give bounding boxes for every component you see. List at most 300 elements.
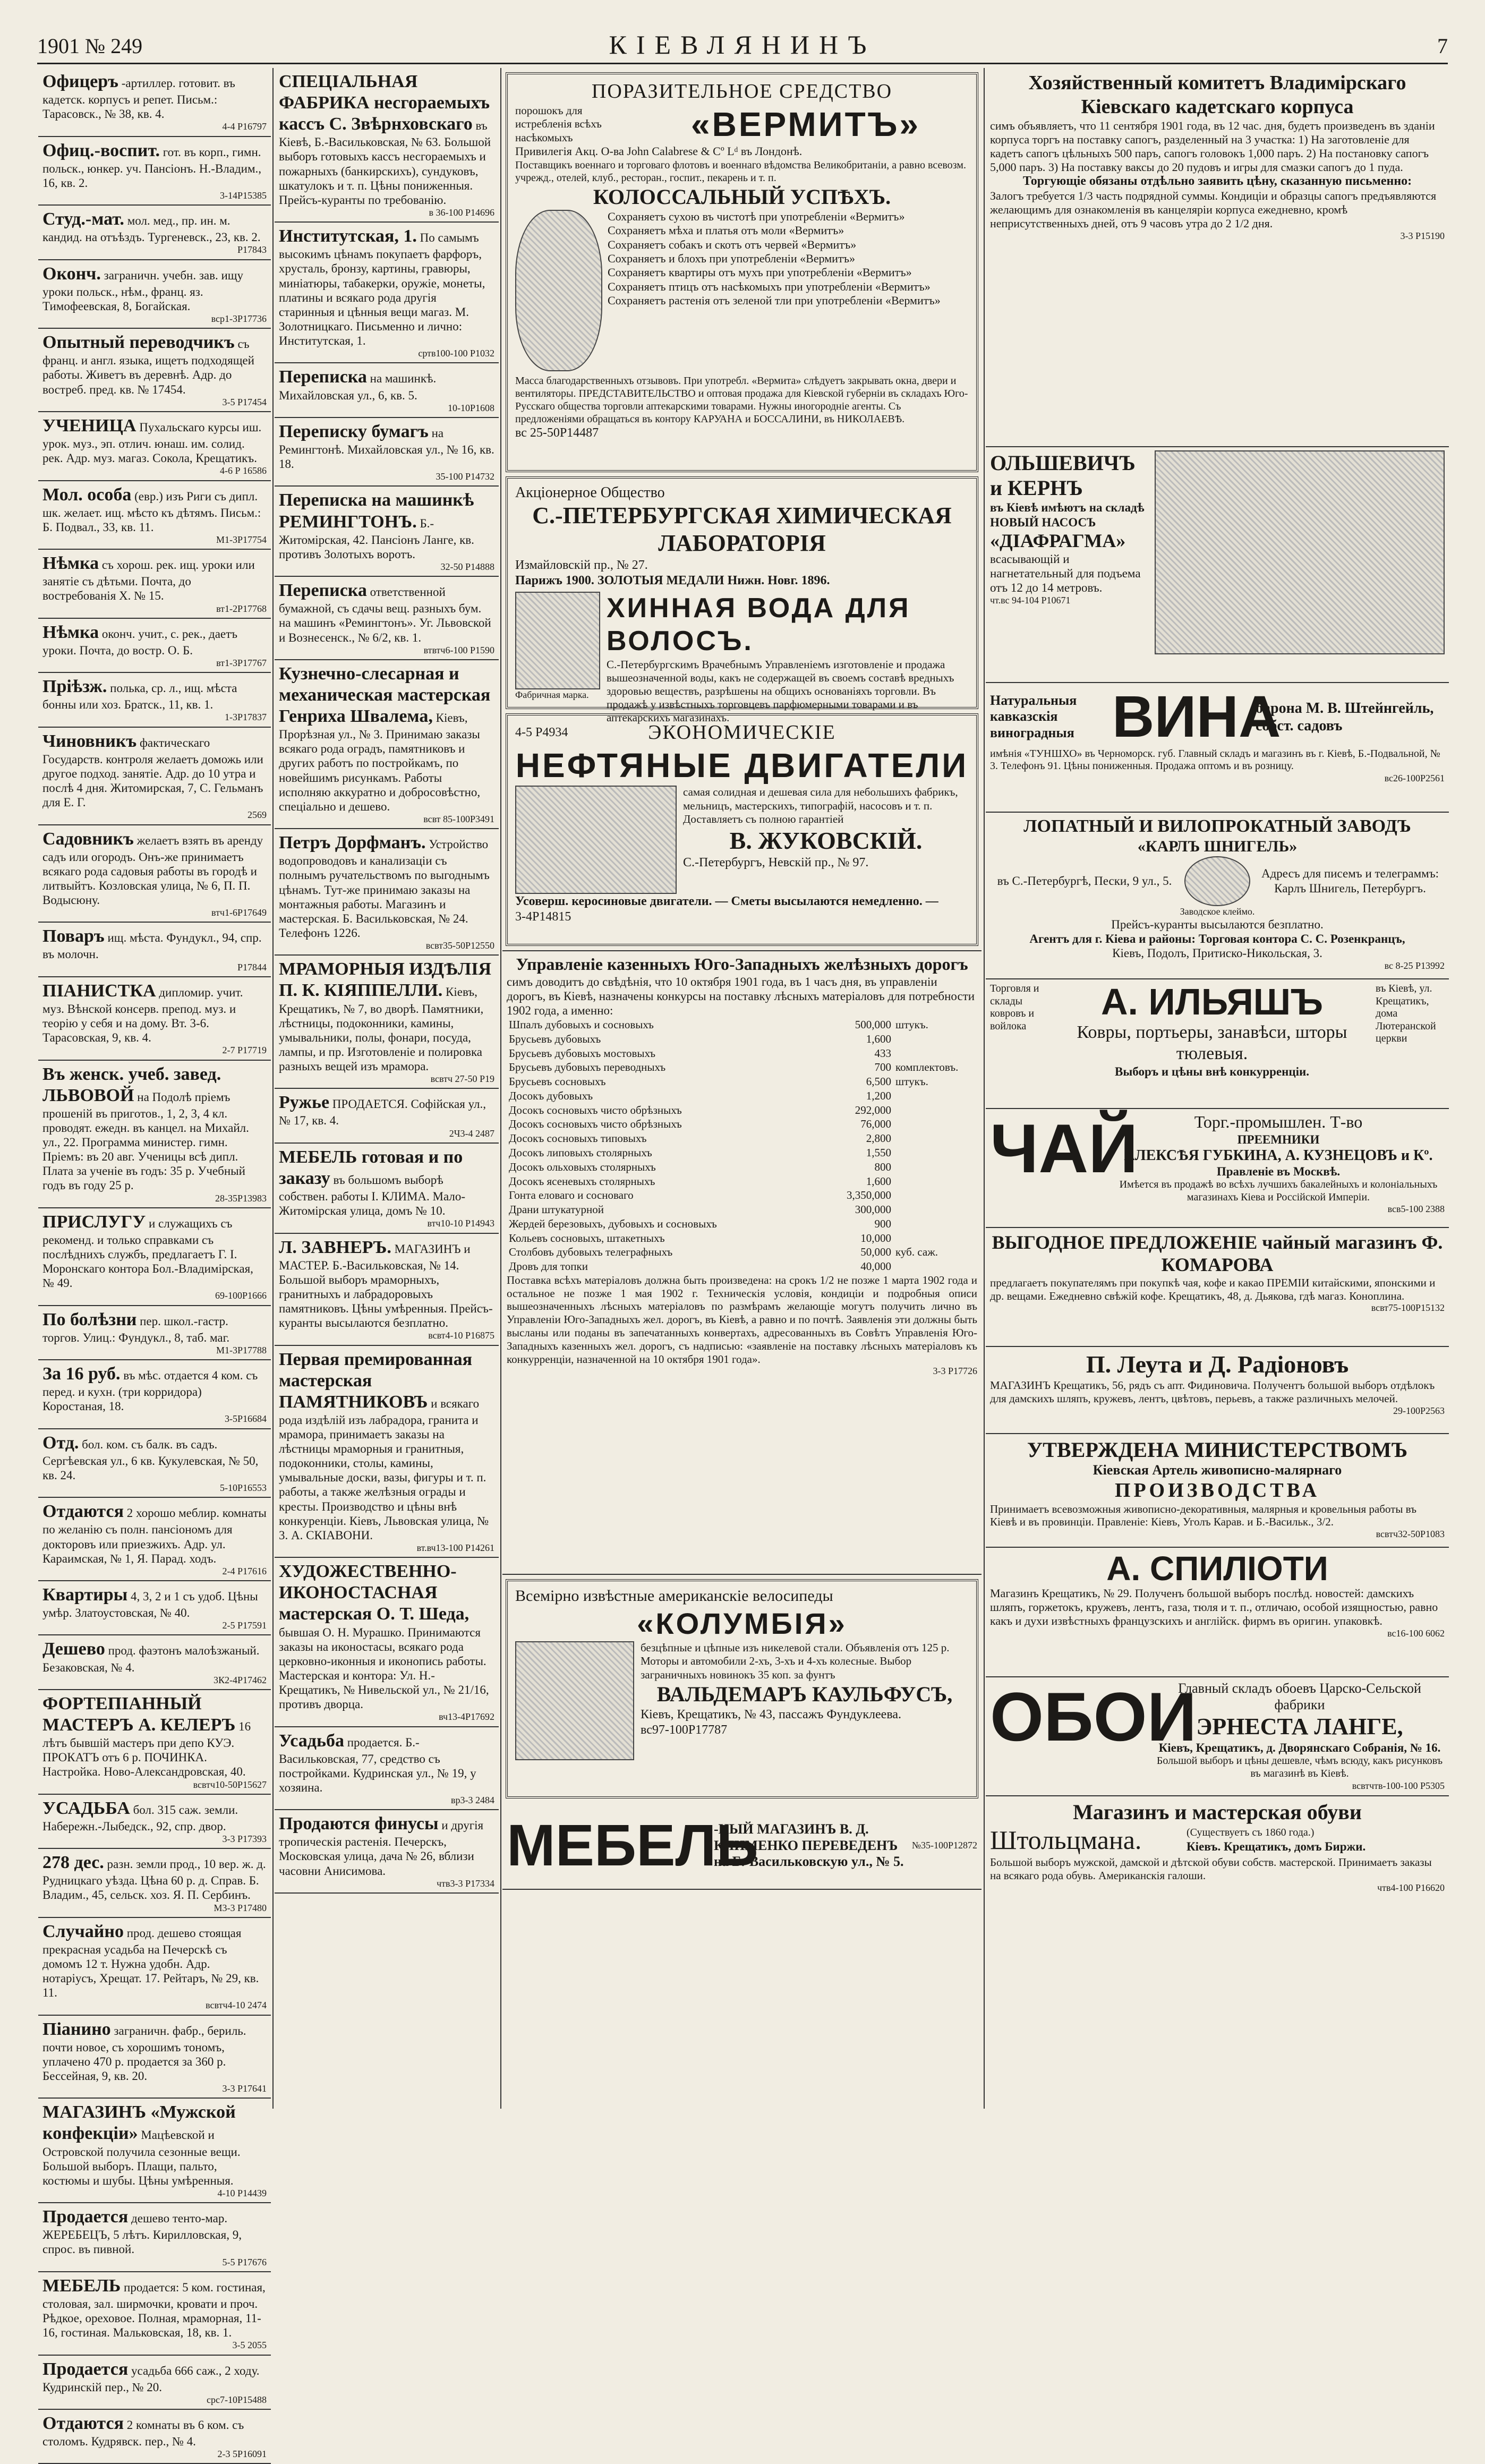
lange-wallpaper-ad	[986, 1677, 1449, 1796]
vermit-list-item: Сохраняетъ квартиры отъ мухъ при употребленіи «Вермитъ»	[608, 266, 912, 279]
ad-code: 29-100Р2563	[1393, 1405, 1445, 1416]
klimenko-furniture-ad	[502, 1803, 982, 1890]
engines-address: С.-Петербургъ, Невскій пр., № 97.	[683, 856, 869, 870]
material-qty: 10,000	[860, 1231, 891, 1244]
classified-ad	[275, 487, 499, 577]
classified-ad	[38, 260, 271, 329]
ad-text: 2 хорошо меблир. комнаты по желанію съ полн. пансіономъ для докторовъ или приезжихъ. Адр. ул. Караимская, № 1, Я. Парад. ходъ.	[42, 1506, 267, 1565]
material-name: Досокъ липовыхъ столярныхъ	[509, 1146, 652, 1159]
vermit-body: Поставщикъ военнаго и торговаго флотовъ и военнаго вѣдомства Великобританіи, а равно всевозм. учрежд., отелей, клуб., ресторан., госпит., пекарень и т. п.	[515, 159, 966, 184]
ad-headline: Отд.	[42, 1433, 79, 1453]
table-row	[507, 1089, 977, 1103]
classified-ad	[38, 1795, 271, 1849]
material-qty: 1,600	[866, 1032, 891, 1045]
ad-code: втвтч6-100 Р1590	[423, 644, 494, 655]
material-qty: 800	[874, 1160, 891, 1173]
table-row	[507, 1018, 977, 1032]
classified-ad	[38, 1635, 271, 1690]
ad-text: разн. земли прод., 10 вер. ж. д. Рудницкаго уѣзда. Цѣна 60 р. д. Справ. Б. Владим., 45, сельск. хоз. Я. П. Сербинъ.	[42, 1857, 266, 1902]
classified-ad	[38, 1849, 271, 1918]
shovel-factory-ad	[986, 813, 1449, 979]
ad-code: 3-5Р16684	[224, 1413, 267, 1425]
ilyash-footer: Выборъ и цѣны внѣ конкурренціи.	[1114, 1064, 1309, 1078]
plow-stamp-label: Заводское клеймо.	[1180, 906, 1255, 917]
factory-stamp-image	[1184, 856, 1250, 906]
ad-headline: ПРИСЛУГУ	[42, 1212, 146, 1232]
ad-headline: Офиц.-воспит.	[42, 140, 160, 160]
material-qty: 300,000	[855, 1203, 891, 1216]
tea-body: Имѣется въ продажѣ во всѣхъ лучшихъ бакалейныхъ и колоніальныхъ магазинахъ Кіева и Россійской Имперіи.	[1119, 1179, 1438, 1203]
material-name: Столбовъ дубовыхъ телеграфныхъ	[509, 1246, 673, 1259]
ad-code: вс16-100 6062	[1387, 1628, 1445, 1639]
ad-headline: Чиновникъ	[42, 731, 137, 751]
ad-code: вт1-3Р17767	[216, 657, 267, 668]
ad-text: заграничн. учебн. зав. ищу уроки польск., нѣм., франц. яз. Тимофеевская, 8, Богайская.	[42, 268, 243, 313]
plow-city: въ С.-Петербургѣ, Пески, 9 ул., 5.	[997, 874, 1172, 888]
ad-code: 4-4 Р16797	[222, 121, 267, 132]
wine-title: ВИНА	[1112, 684, 1281, 749]
ad-text: продается. Б.-Васильковская, 77, средство съ постройками. Кудринская ул., № 19, у хозяина.	[279, 1735, 476, 1794]
wine-owner: барона М. В. Штейнгейль, собст. садовъ	[1256, 700, 1434, 734]
spilioti-ad	[986, 1548, 1449, 1677]
material-unit: куб. саж.	[895, 1246, 938, 1259]
material-unit	[893, 1231, 977, 1246]
bikes-kicker: Всемірно извѣстные американскіе велосипеды	[515, 1587, 833, 1605]
bikes-address: Кіевъ, Крещатикъ, № 43, пассажъ Фундуклеева.	[641, 1707, 901, 1721]
ad-headline: Дешево	[42, 1639, 105, 1659]
header-rule	[37, 63, 1448, 64]
lab-body: С.-Петербургскимъ Врачебнымъ Управленіемъ изготовленіе и продажа вышеозначенной воды, какъ не содержащей въ своемъ составѣ вредныхъ здоровью веществъ, разрѣшены на общихъ основаніяхъ торговли. Въ продажѣ у извѣстныхъ торговцевъ парфюмерными товарами и въ аптекарскихъ магазинахъ.	[607, 658, 954, 724]
pump-lead: въ Кіевѣ имѣютъ на складѣ НОВЫЙ НАСОСЪ	[990, 501, 1145, 529]
ad-code: 3-3 Р17641	[222, 2083, 267, 2094]
ad-code: 3-14Р15385	[219, 190, 267, 201]
classified-ad	[38, 2099, 271, 2203]
vermit-privilege: Привилегія Акц. О-ва John Calabrese & Cº Lᵈ въ Лондонѣ.	[515, 144, 803, 158]
newspaper-title: КІЕВЛЯНИНЪ	[609, 30, 876, 59]
classified-ad	[38, 2410, 271, 2464]
material-name: Досокъ дубовыхъ	[509, 1089, 593, 1102]
classified-ad	[275, 1144, 499, 1234]
ilyash-carpets-ad	[986, 979, 1449, 1109]
materials-table	[507, 1018, 977, 1274]
material-unit	[893, 1089, 977, 1103]
ad-code: чт.вс 94-104 Р10671	[990, 595, 1071, 606]
ad-headline: Отдаются	[42, 1502, 124, 1522]
material-qty: 6,500	[866, 1075, 891, 1088]
ad-text: и служащихъ съ рекоменд. и только справками съ послѣднихъ службъ, предлагаетъ Г. І. Моронскаго контора Бол.-Владимірская, № 49.	[42, 1216, 253, 1290]
ad-text: бол. ком. съ балк. въ садъ. Сергѣевская ул., 6 кв. Кукулевская, № 50, кв. 24.	[42, 1437, 259, 1482]
classified-ad	[38, 1061, 271, 1208]
ad-text: По самымъ высокимъ цѣнамъ покупаетъ фарфоръ, хрусталь, бронзу, картины, гравюры, миніатюры, табакерки, оружіе, монеты, платины и всякаго рода другія старинныя и цѣнныя вещи магаз. М. Золотницкаго. Письменно и лично: Институтская, 1.	[279, 231, 485, 348]
ad-headline: Усадьба	[279, 1730, 344, 1751]
classified-ad	[275, 418, 499, 487]
ad-code: 2Ч3-4 2487	[449, 1128, 494, 1139]
ad-text: 16 лѣтъ бывшій мастеръ при депо КУЭ. ПРОКАТЪ отъ 6 р. ПОЧИНКА. Настройка. Ново-Александровская, 40.	[42, 1720, 251, 1779]
ad-headline: Первая премированная мастерская ПАМЯТНИКОВЪ	[279, 1349, 473, 1412]
leut-title: П. Леута и Д. Радіоновъ	[1086, 1351, 1349, 1378]
artel-body: Принимаетъ всевозможныя живописно-декоративныя, малярныя и кровельныя работы въ Кіевѣ и въ провинціи. Правленіе: Кіевъ, Уголъ Карав. и Б.-Васильк., 3/2.	[990, 1502, 1416, 1529]
lab-company: Акціонерное Общество	[515, 484, 665, 501]
ad-headline: Переписку бумагъ	[279, 421, 429, 441]
furniture-body: -НЫЙ МАГАЗИНЪ В. Д. КЛИМЕНКО ПЕРЕВЕДЕНЪ на Б.-Васильковскую ул., № 5.	[714, 1821, 904, 1870]
ad-text: продается: 5 ком. гостиная, столовая, зал. ширмочки, кровати и проч. Рѣдкое, ореховое. Полная, мраморная, 11-16, гостиная. Мальковская, 18, кв. 1.	[42, 2280, 266, 2340]
ad-headline: Институтская, 1.	[279, 226, 417, 246]
ad-headline: Л. ЗАВНЕРЪ.	[279, 1237, 391, 1257]
leut-body: МАГАЗИНЪ Крещатикъ, 56, рядъ съ апт. Фидиновича. Получентъ большой выборъ отдѣлокъ для дамскихъ шляпъ, кружевъ, лентъ, цвѣтовъ, перьевъ, а также различныхъ мелочей.	[990, 1379, 1435, 1405]
engines-maker: В. ЖУКОВСКІЙ.	[729, 826, 923, 854]
table-row	[507, 1245, 977, 1259]
plow-address: Кіевъ, Подолъ, Притиско-Никольская, 3.	[1112, 946, 1322, 960]
ad-text: на машинкѣ. Михайловская ул., 6, кв. 5.	[279, 372, 437, 402]
vermit-list-item: Сохраняетъ сухою въ чистотѣ при употребленіи «Вермитъ»	[608, 209, 905, 223]
classified-ad	[275, 1558, 499, 1727]
material-qty: 3,350,000	[847, 1189, 891, 1202]
ad-code: 69-100Р1666	[215, 1290, 267, 1301]
ad-headline: Продается	[42, 2359, 129, 2379]
ad-headline: Продается	[42, 2207, 129, 2227]
ad-headline: Ружье	[279, 1093, 330, 1113]
ad-code: 28-35Р13983	[215, 1192, 267, 1204]
wallpaper-company: ЭРНЕСТА ЛАНГЕ,	[1196, 1713, 1403, 1740]
classified-ad	[38, 68, 271, 137]
classified-ad	[38, 1918, 271, 2016]
material-qty: 292,000	[855, 1103, 891, 1116]
ad-code: всв5-100 2388	[1387, 1204, 1445, 1215]
ad-code: 2-7 Р17719	[222, 1045, 267, 1056]
vermit-list	[608, 210, 969, 371]
column-divider	[272, 68, 274, 2109]
table-row	[507, 1160, 977, 1174]
table-row	[507, 1217, 977, 1231]
plow-brand: «КАРЛЪ ШНИГЕЛЬ»	[1137, 838, 1298, 856]
ad-code: втч1-6Р17649	[211, 907, 267, 918]
shoes-body: Большой выборъ мужской, дамской и дѣтской обуви собств. мастерской. Принимаетъ заказы на всякаго рода обувь. Американскія галоши.	[990, 1856, 1432, 1882]
ad-headline: Петръ Дорфманъ.	[279, 833, 426, 853]
column-display-ads-2	[986, 68, 1449, 2109]
leut-radionov-ad	[986, 1347, 1449, 1434]
ad-code: 2569	[248, 809, 267, 821]
ad-code: всвтчтв-100-100 Р5305	[1352, 1780, 1445, 1791]
ad-code: 10-10Р1608	[447, 402, 494, 413]
ad-headline: Въ женск. учеб. завед. ЛЬВОВОЙ	[42, 1064, 221, 1105]
material-qty: 433	[874, 1046, 891, 1060]
classified-ad	[275, 1810, 499, 1894]
ad-code: всвтч 27-50 Р19	[430, 1073, 494, 1085]
material-name: Досокъ сосновыхъ типовыхъ	[509, 1132, 647, 1145]
engines-title: НЕФТЯНЫЕ ДВИГАТЕЛИ	[515, 746, 969, 785]
ad-headline: ФОРТЕПІАННЫЙ МАСТЕРЪ А. КЕЛЕРЪ	[42, 1693, 236, 1735]
material-name: Брусьевъ дубовыхъ	[509, 1032, 601, 1045]
ad-headline: Поваръ	[42, 926, 105, 947]
classified-ad	[38, 2203, 271, 2272]
oil-engines-ad	[506, 713, 978, 946]
classified-ad	[38, 1208, 271, 1306]
material-qty: 1,550	[866, 1146, 891, 1159]
vermit-brand: «ВЕРМИТЪ»	[691, 105, 920, 143]
ad-headline: За 16 руб.	[42, 1364, 121, 1384]
vermit-list-item: Сохраняетъ птицъ отъ насѣкомыхъ при употребленіи «Вермитъ»	[608, 279, 931, 293]
material-name: Шпалъ дубовыхъ и сосновыхъ	[509, 1018, 654, 1031]
table-row	[507, 1131, 977, 1146]
table-row	[507, 1174, 977, 1189]
classified-ad	[275, 1089, 499, 1143]
stoltsman-shoes-ad	[986, 1796, 1449, 1909]
ad-headline: Случайно	[42, 1921, 124, 1941]
ilyash-name: А. ИЛЬЯШЪ	[1100, 981, 1324, 1022]
classified-ad	[38, 825, 271, 923]
vermit-list-item: Сохраняетъ собакъ и скотъ отъ червей «Вермитъ»	[608, 237, 857, 251]
ad-text: бывшая О. Н. Мурашко. Принимаются заказы на иконостасы, всякаго рода церковно-иконныя и иконопись работы. Мастерская и контора: Ул. Н.-Крещатикъ, № Нивельской ул., № 21/16, противъ дворца.	[279, 1625, 489, 1711]
ad-headline: Піанино	[42, 2019, 111, 2039]
classified-ad	[275, 1727, 499, 1811]
table-row	[507, 1117, 977, 1131]
ad-code: 3-4Р14815	[515, 910, 571, 924]
railway-intro: симъ доводитъ до свѣдѣнія, что 10 октября 1901 года, въ 1 часъ дня, въ управленіи дорогъ, въ Кіевѣ, назначены конкурсы на поставку лѣсныхъ матеріаловъ для потребности 1902 года, а именно:	[507, 975, 975, 1017]
ad-headline: 278 дес.	[42, 1853, 104, 1873]
ad-text: (евр.) изъ Риги съ дипл. шк. желает. ищ. мѣсто къ дѣтямъ. Письм.: Б. Подвал., 33, кв. 11.	[42, 489, 261, 534]
tea-board: Правленіе въ Москвѣ.	[1216, 1164, 1341, 1178]
material-unit	[893, 1174, 977, 1189]
ad-text: и другія тропическія растенія. Печерскъ, Московская улица, дача № 26, вблизи часовни Анисимова.	[279, 1819, 484, 1878]
ad-headline: ПІАНИСТКА	[42, 981, 156, 1001]
ad-text: ответственной бумажной, съ сдачы вещ. разныхъ бум. на машинъ «Ремингтонъ». Уг. Львовской и Вознесенск., № 6/2, кв. 1.	[279, 585, 491, 644]
tea-company: Торг.-промышлен. Т-во	[1194, 1112, 1363, 1131]
pump-body: всасывающій и нагнетательный для подъема отъ 12 до 14 метровъ.	[990, 552, 1141, 595]
ad-code: вт.вч13-100 Р14261	[416, 1542, 494, 1553]
ad-code: всвтч4-10 2474	[206, 2000, 267, 2011]
railway-tender	[502, 950, 982, 1575]
ad-text: съ хорош. рек. ищ. уроки или занятіе съ дѣтьми. Почта, до востребованія Х. № 15.	[42, 558, 255, 603]
classified-ad	[275, 223, 499, 363]
material-name: Досокъ ясеневыхъ столярныхъ	[509, 1174, 655, 1188]
corps-body2: Залогъ требуется 1/3 часть подрядной суммы. Кондиціи и образцы сапогъ предъявляются желающимъ для ознакомленія въ канцеляріи корпуса ежедневно, кромѣ неприсутственныхъ дней, отъ 9 часовъ утра до 2 1/2 дня.	[990, 189, 1437, 230]
ad-headline: Квартиры	[42, 1584, 128, 1605]
pump-company: ОЛЬШЕВИЧЪ и КЕРНЪ	[990, 451, 1136, 500]
ad-code: всвт 85-100Р3491	[423, 813, 494, 824]
ad-text: въ мѣс. отдается 4 ком. съ перед. и кухн. (три корридора) Коростаная, 18.	[42, 1369, 258, 1413]
material-qty: 1,200	[866, 1089, 891, 1102]
wine-kicker: Натуральныя кавказскія виноградныя	[990, 692, 1077, 741]
ad-code: 3-5 2055	[232, 2340, 267, 2351]
shoes-title: Магазинъ и мастерская обуви	[1073, 1800, 1362, 1824]
column-divider	[500, 68, 501, 2109]
classified-ad	[38, 728, 271, 825]
ad-text: 4, 3, 2 и 1 съ удоб. Цѣны умѣр. Златоустовская, № 40.	[42, 1589, 258, 1620]
lab-title: С.-ПЕТЕРБУРГСКАЯ ХИМИЧЕСКАЯ ЛАБОРАТОРІЯ	[532, 502, 952, 557]
column-divider	[984, 68, 985, 2109]
ad-code: всвт4-10 Р16875	[428, 1330, 494, 1341]
ad-text: на Ремингтонѣ. Михайловская ул., № 16, кв. 18.	[279, 426, 494, 471]
ad-text: въ большомъ выборѣ собствен. работы І. КЛИМА. Мало-Житомірская улица, домъ № 10.	[279, 1173, 466, 1218]
beetle-illustration	[515, 210, 602, 371]
ad-code: втч10-10 Р14943	[427, 1218, 494, 1229]
material-unit	[893, 1117, 977, 1131]
material-name: Дровъ для топки	[509, 1260, 588, 1273]
ad-headline: СПЕЦІАЛЬНАЯ ФАБРИКА несгораемыхъ кассъ С. Звѣрнховскаго	[279, 72, 490, 134]
trademark-image	[515, 592, 600, 689]
ministry-title: УТВЕРЖДЕНА МИНИСТЕРСТВОМЪ	[1027, 1438, 1408, 1462]
ad-code: вср1-3Р17736	[211, 313, 267, 325]
ad-text: гот. въ корп., гимн. польск., юнкер. уч. Пансіонъ. Н.-Владим., 16, кв. 2.	[42, 145, 262, 190]
ad-text: 2 комнаты въ 6 ком. съ столомъ. Кудрявск. пер., № 4.	[42, 2418, 244, 2449]
ad-text: Б.-Житомірская, 42. Пансіонъ Ланге, кв. противъ Золотыхъ воротъ.	[279, 516, 474, 561]
classified-ad	[38, 1498, 271, 1581]
ad-code: 3К2-4Р17462	[213, 1674, 267, 1685]
ad-code: 4-6 Р 16586	[219, 465, 267, 476]
ad-text: Устройство водопроводовъ и канализаціи съ полнымъ ручательствомъ по выгоднымъ цѣнамъ. Тут-же принимаю заказы на монтажныя работы. Магазинъ и мастерская. Б. Васильковская, № 24. Телефонъ 1226.	[279, 838, 490, 940]
table-row	[507, 1231, 977, 1246]
ad-code: №35-100Р12872	[911, 1840, 977, 1851]
material-unit	[893, 1160, 977, 1174]
classified-ad	[38, 1429, 271, 1498]
ad-text: МАГАЗИНЪ и МАСТЕР. Б.-Васильковская, № 14. Большой выборъ мраморныхъ, гранитныхъ и лабрадоровыхъ памятниковъ. Цѣны умѣренныя. Прейсъ-куранты высылаются безплатно.	[279, 1242, 493, 1330]
wallpaper-address: Кіевъ, Крещатикъ, д. Дворянскаго Собранія, № 16.	[1158, 1741, 1441, 1755]
ad-headline: Переписка на машинкѣ РЕМИНГТОНЪ.	[279, 490, 474, 532]
material-name: Кольевъ сосновыхъ, штакетныхъ	[509, 1231, 665, 1244]
ad-code: Р17843	[237, 244, 267, 255]
classified-ad	[38, 619, 271, 673]
vermit-list-item: Сохраняетъ растенія отъ зеленой тли при употребленіи «Вермитъ»	[608, 294, 941, 308]
ad-code: всвтч10-50Р15627	[193, 1779, 267, 1790]
ad-headline: Пріѣзж.	[42, 677, 107, 697]
corps-subhead: Торгующіе обязаны отдѣльно заявить цѣну, сказанную письменно:	[1022, 174, 1412, 189]
cyclists-illustration	[515, 1641, 634, 1760]
diaphragm-pump-ad	[986, 447, 1449, 683]
engines-footer: Усоверш. керосиновые двигатели. — Сметы высылаются немедленно. —	[515, 894, 938, 909]
ad-text: и всякаго рода издѣлій изъ лабрадора, гранита и мрамора, принимаетъ заказы на лѣстницы мраморныя и гранитныя, подоконники, столы, камины, умывальные доски, вазы, фигуры и т. п. работы, а также желѣзныя ограды и кресты. Производство и цѣны внѣ конкуренціи. Кіевъ, Львовская улица, № 3. А. СКІАВОНИ.	[279, 1396, 489, 1542]
caucasus-wine-ad	[986, 683, 1449, 813]
ad-headline: ХУДОЖЕСТВЕННО-ИКОНОСТАСНАЯ мастерская О. Т. Шеда,	[279, 1562, 470, 1624]
material-name: Брусьевъ дубовыхъ мостовыхъ	[509, 1046, 656, 1060]
ad-code: 5-5 Р17676	[222, 2256, 267, 2267]
material-name: Досокъ ольховыхъ столярныхъ	[509, 1160, 656, 1173]
ad-code: вс97-100Р17787	[641, 1723, 728, 1737]
column-classifieds-1	[38, 68, 271, 2460]
material-unit	[893, 1217, 977, 1231]
material-unit	[893, 1146, 977, 1160]
material-qty: 76,000	[860, 1118, 891, 1131]
ad-code: всвтч32-50Р1083	[1376, 1529, 1445, 1540]
columbia-bicycles-ad	[506, 1579, 978, 1798]
ad-headline: МЕБЕЛЬ	[42, 2275, 121, 2296]
ad-code: М1-3Р17754	[216, 534, 267, 545]
classified-ad	[38, 1690, 271, 1795]
ad-text: заграничн. фабр., бериль. почти новое, съ хорошимъ тономъ, уплачено 470 р. продается за 360 р. Бессейная, 9, кв. 20.	[42, 2024, 246, 2083]
furniture-title: МЕБЕЛЬ	[507, 1813, 758, 1879]
ad-text: на Подолѣ пріемъ прошеній въ приготов., 1, 2, 3, 4 кл. проводят. ежедн. въ канцел. на Михайл. ул., 22. Программа министер. гимн. Пріемъ: въ 20 авг. Ученицы всѣ дипл. Плата за ученіе въ годъ: 35 р. Учебный годъ въ году 25 р.	[42, 1090, 249, 1192]
komarov-title: ВЫГОДНОЕ ПРЕДЛОЖЕНІЕ чайный магазинъ Ф. КОМАРОВА	[992, 1232, 1443, 1276]
material-name: Досокъ сосновыхъ чисто обрѣзныхъ	[509, 1103, 682, 1116]
engines-kicker: ЭКОНОМИЧЕСКІЕ	[648, 721, 836, 744]
bikes-brand: «КОЛУМБІЯ»	[637, 1607, 847, 1640]
plow-telegram: Адресъ для писемъ и телеграммъ: Карлъ Шнигель, Петербургъ.	[1261, 867, 1439, 895]
table-row	[507, 1203, 977, 1217]
spilioti-body: Магазинъ Крещатикъ, № 29. Полученъ большой выборъ послѣд. новостей: дамскихъ шляпъ, горжетокъ, кружевъ, лентъ, газа, тюля и т. п., отличаю, особой изящностью, равно какъ и духи извѣстныхъ французскихъ и англійск. фирмъ въ оригин. упаковкѣ.	[990, 1587, 1438, 1628]
bikes-body: безцѣпные и цѣпные изъ никелевой стали. Объявленія отъ 125 р. Моторы и автомобили 2-хъ, 3-хъ и 4-хъ колесные. Выбор заграничныхъ новинокъ 35 коп. за фунтъ	[641, 1641, 950, 1681]
classified-ad	[38, 1581, 271, 1635]
ad-code: 5-10Р16553	[219, 1482, 267, 1494]
ad-code: 2-5 Р17591	[222, 1620, 267, 1631]
material-qty: 1,600	[866, 1174, 891, 1188]
ad-headline: Нѣмка	[42, 553, 99, 574]
ilyash-goods: Ковры, портьеры, занавѣси, шторы тюлевыя.	[1077, 1022, 1347, 1063]
ad-code: 2-4 Р17616	[222, 1565, 267, 1576]
table-row	[507, 1032, 977, 1046]
classified-ad	[38, 1306, 271, 1360]
material-unit	[893, 1131, 977, 1146]
issue-number: 1901 № 249	[37, 34, 143, 58]
table-row	[507, 1146, 977, 1160]
material-unit	[893, 1203, 977, 1217]
table-row	[507, 1046, 977, 1061]
shoes-name: Штольцмана.	[990, 1825, 1142, 1855]
tea-title: ЧАЙ	[990, 1110, 1138, 1187]
classified-ad	[275, 1346, 499, 1558]
ad-headline: МРАМОРНЫЯ ИЗДѢЛІЯ П. К. КІЯППЕЛЛИ.	[279, 959, 492, 1001]
material-name: Жердей березовыхъ, дубовыхъ и сосновыхъ	[509, 1217, 717, 1230]
ad-headline: Нѣмка	[42, 622, 99, 642]
material-qty: 50,000	[860, 1246, 891, 1259]
material-name: Брусьевъ сосновыхъ	[509, 1075, 606, 1088]
classified-ad	[275, 577, 499, 660]
classified-ad	[38, 412, 271, 481]
ad-code: всвт75-100Р15132	[1371, 1302, 1445, 1314]
artel-name: Кіевская Артель живописно-малярнаго	[1093, 1462, 1342, 1478]
ad-headline: Продаются финусы	[279, 1814, 439, 1834]
classified-ad	[38, 2016, 271, 2099]
pump-illustration	[1155, 450, 1445, 654]
classified-ad	[38, 481, 271, 550]
ad-code: 3-3 Р17726	[933, 1366, 977, 1377]
ad-headline: Переписка	[279, 367, 367, 387]
ad-code: вс 8-25 Р13992	[1384, 960, 1445, 971]
ad-code: 32-50 Р14888	[440, 561, 494, 572]
wine-body: имѣнія «ТУНШХО» въ Черноморск. губ. Главный складъ и магазинъ въ г. Кіевѣ, Б.-Подвальной, № 3. Телефонъ 91. Цѣны пониженныя. Продажа оптомъ и въ розницу.	[990, 747, 1440, 772]
ad-code: М3-3 Р17480	[214, 1902, 267, 1913]
ad-text: въ Кіевѣ, Б.-Васильковская, № 63. Большой выборъ готовыхъ кассъ несгораемыхъ и пожарныхъ (банкирскихъ), сундуковъ, шкатулокъ и т. п. Цѣны пониженныя. Прейсъ-куранты по требованію.	[279, 119, 491, 207]
ad-headline: УСАДЬБА	[42, 1798, 130, 1818]
bikes-dealer: ВАЛЬДЕМАРЪ КАУЛЬФУСЪ,	[656, 1682, 953, 1706]
classified-ad	[275, 829, 499, 956]
plow-footer: Прейсъ-куранты высылаются безплатно.	[1111, 917, 1324, 931]
ad-headline: По болѣзни	[42, 1309, 137, 1329]
material-unit	[893, 1032, 977, 1046]
ad-code: 3-3 Р15190	[1400, 230, 1445, 241]
ad-code: сртв100-100 Р1032	[418, 348, 494, 359]
ad-code: 4-10 Р14439	[217, 2187, 267, 2198]
ad-text: ПРОДАЕТСЯ. Софійская ул., № 17, кв. 4.	[279, 1097, 487, 1128]
vermit-list-item: Сохраняетъ мѣха и платья отъ моли «Вермитъ»	[608, 224, 844, 237]
tea-successors: ПРЕЕМНИКИ	[1237, 1132, 1320, 1146]
ad-code: 3-5 Р17454	[222, 396, 267, 407]
ad-headline: Кузнечно-слесарная и механическая мастерская Генриха Швалема,	[279, 663, 491, 727]
classified-ad	[275, 1234, 499, 1346]
ad-text: Пухальскаго курсы иш. урок. муз., эп. отлич. юнаш. им. солид. рек. Адр. муз. магаз. Сокола, Крещатикъ.	[42, 420, 262, 465]
wallpaper-title: ОБОИ	[990, 1678, 1197, 1755]
ad-headline: Отдаются	[42, 2413, 124, 2433]
ad-code: вч13-4Р17692	[439, 1711, 494, 1723]
material-qty: 700	[874, 1061, 891, 1074]
ad-code: 2-3 5Р16091	[217, 2449, 267, 2460]
ad-text: ищ. мѣста. Фундукл., 94, спр. въ молочн.	[42, 931, 262, 961]
material-qty: 900	[874, 1217, 891, 1230]
ad-text: прод. дешево стоящая прекрасная усадьба на Печерскѣ съ домомъ 12 т. Нужна удобн. Адр. нотаріусъ, Хрещат. 17. Рейтаръ, № 29, кв. 11.	[42, 1926, 259, 2000]
corps-body: симъ объявляетъ, что 11 сентября 1901 года, въ 12 час. дня, будетъ произведенъ въ зданіи корпуса торгъ на поставку сапогъ, разделенный на 3 участка: 1) На заготовленіе для кадетъ сапогъ цѣльныхъ 500 паръ, сапогъ головокъ 1,000 паръ. 2) На постановку сапогъ 5,000 паръ. 3) На поставку ваксы до 20 пудовъ и игры для смазки сапогъ до 1 пуда.	[990, 118, 1435, 174]
ad-headline: Опытный переводчикъ	[42, 332, 235, 353]
material-unit	[893, 1046, 977, 1061]
engines-body: самая солидная и дешевая сила для небольшихъ фабрикъ, мельницъ, мастерскихъ, типографій, насосовъ и т. п. Доставляетъ съ полною гарантіей	[683, 786, 958, 825]
ad-text: дипломир. учит. муз. Вѣнской консерв. препод. муз. и теорію у себя и на дому. Вт. 3-6. Тарасовская, 9, кв. 4.	[42, 985, 243, 1045]
